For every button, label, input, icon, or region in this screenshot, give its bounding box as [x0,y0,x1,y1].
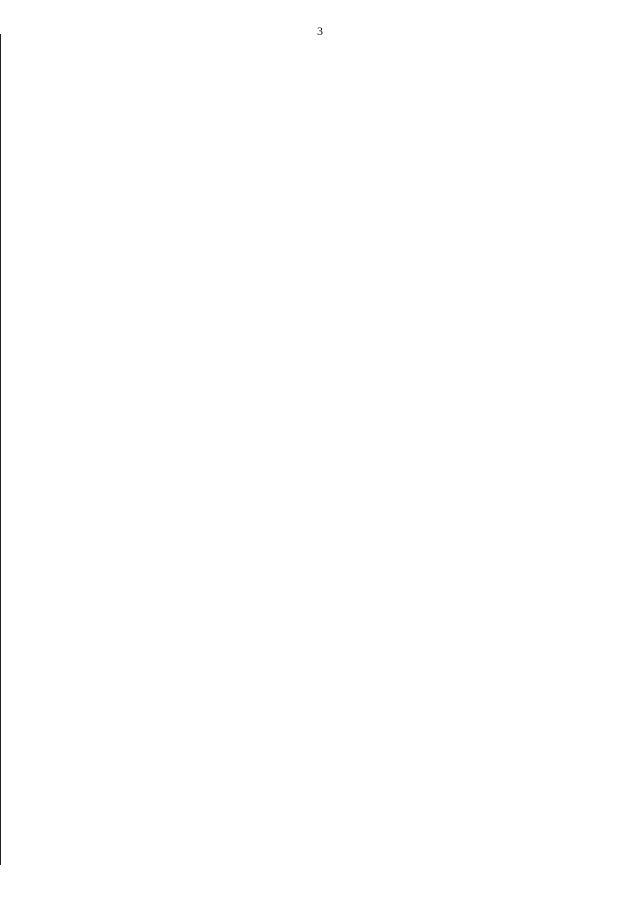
indicator-name [0,492,1,837]
value-2019 [0,110,1,186]
value-2016 [0,338,1,414]
table-row [0,34,1,864]
value-2018 [0,186,1,262]
unit-cell [0,414,1,492]
page-number: 3 [317,24,323,38]
value-2017 [0,262,1,338]
target-indicators-table [0,34,1,865]
value-2020 [0,34,1,109]
row-number [0,837,1,865]
